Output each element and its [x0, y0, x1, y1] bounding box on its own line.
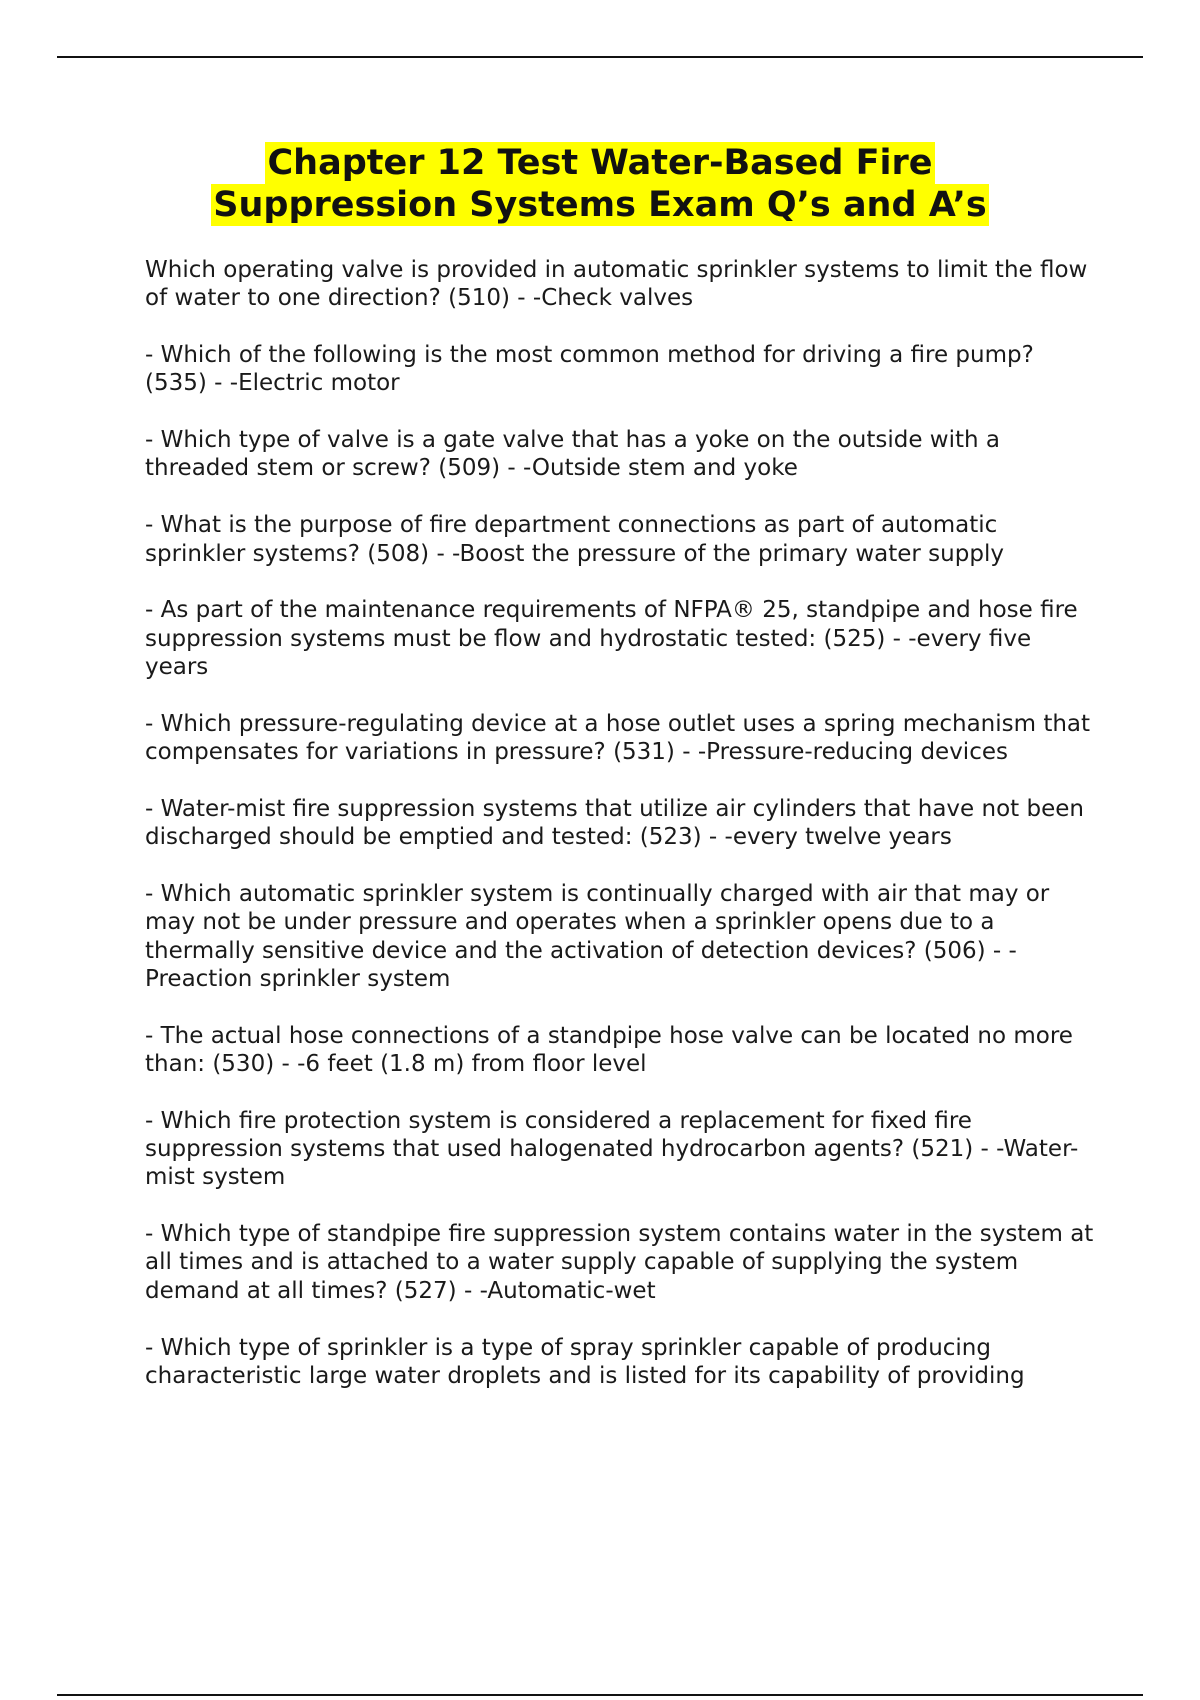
qa-item: - Which type of standpipe fire suppression system contains water in the system at all times and is attached to a water supply capable of supplying the system demand at all times? (527) - -Automatic-wet: [145, 1221, 1094, 1304]
qa-item: - Which pressure-regulating device at a hose outlet uses a spring mechanism that compensates for variations in pressure? (531) - -Pressure-reducing devices: [145, 710, 1091, 766]
qa-item: - Which type of valve is a gate valve that has a yoke on the outside with a threaded stem or screw? (509) - -Outside stem and yoke: [145, 427, 1000, 482]
title-line-1: Chapter 12 Test Water-Based Fire: [267, 143, 933, 183]
qa-item: - Which fire protection system is considered a replacement for fixed fire suppression systems that used halogenated hydrocarbon agents? (521) - -Water-mist system: [145, 1107, 1079, 1191]
qa-item: Which operating valve is provided in automatic sprinkler systems to limit the flow of water to one direction? (510) - -Check valves: [145, 257, 1088, 312]
top-rule: [57, 56, 1143, 58]
qa-list: [145, 256, 1095, 1419]
qa-item: - Which of the following is the most common method for driving a fire pump? (535) - -Electric motor: [145, 342, 1034, 397]
qa-item: - What is the purpose of fire department connections as part of automatic sprinkler systems? (508) - -Boost the pressure of the primary water supply: [145, 512, 1004, 567]
title-line-2: Suppression Systems Exam Q’s and A’s: [213, 185, 987, 225]
qa-item: - Water-mist fire suppression systems that utilize air cylinders that have not been discharged should be emptied and tested: (523) - -every twelve years: [145, 795, 1084, 851]
document-title: [100, 142, 1100, 226]
qa-item: - As part of the maintenance requirements of NFPA® 25, standpipe and hose fire suppression systems must be flow and hydrostatic tested: (525) - -every five years: [145, 597, 1078, 680]
qa-item: - The actual hose connections of a standpipe hose valve can be located no more than: (530) - -6 feet (1.8 m) from floor level: [145, 1022, 1073, 1077]
bottom-rule: [57, 1694, 1143, 1696]
qa-item: - Which automatic sprinkler system is continually charged with air that may or may not be under pressure and operates when a sprinkler opens due to a thermally sensitive device and the activation of detection devices? (506) - -Preaction sprinkler system: [145, 880, 1050, 992]
qa-item: - Which type of sprinkler is a type of spray sprinkler capable of producing characteristic large water droplets and is listed for its capability of providing: [145, 1334, 1025, 1389]
